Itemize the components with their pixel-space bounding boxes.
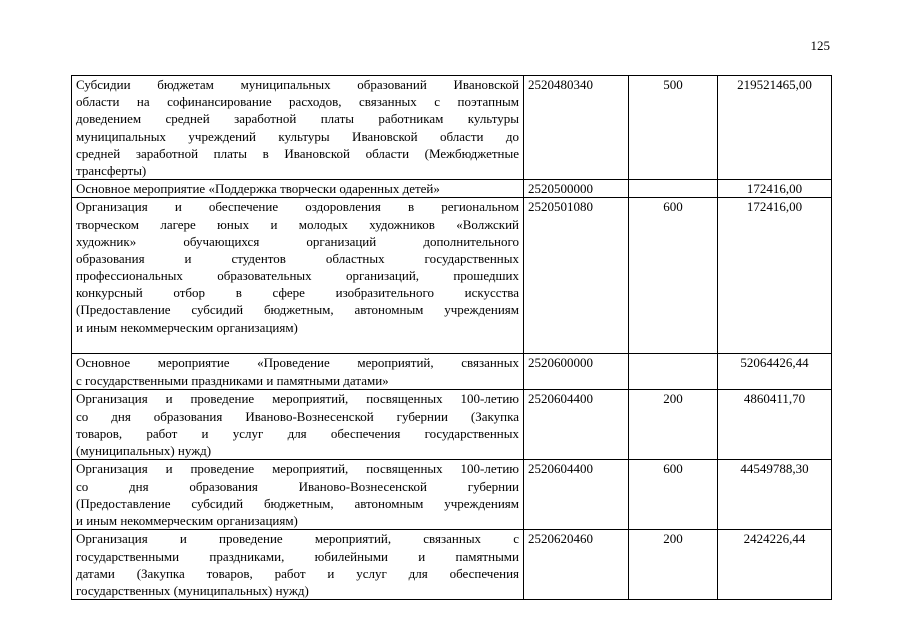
description-line: товаров, работ и услуг для обеспечения государственных <box>76 425 519 441</box>
row-description <box>72 460 524 530</box>
description-line: Организация и обеспечение оздоровления в региональном <box>76 199 519 215</box>
description-line: Организация и проведение мероприятий, посвященных 100-летию <box>76 461 519 477</box>
description-line: (Предоставление субсидий бюджетным, автономным учреждениям <box>76 302 519 318</box>
row-amount: 172416,00 <box>718 198 832 354</box>
description-line: государственных (муниципальных) нужд) <box>76 582 309 598</box>
description-line: творческом лагере юных и молодых художников «Волжский <box>76 216 519 232</box>
description-line: и иным некоммерческим организациям) <box>76 319 298 335</box>
row-code: 2520600000 <box>524 354 629 390</box>
description-line: Основное мероприятие «Поддержка творчески одаренных детей» <box>76 181 440 197</box>
row-amount: 4860411,70 <box>718 390 832 460</box>
description-line: (муниципальных) нужд) <box>76 442 212 458</box>
row-expense-type <box>629 180 718 198</box>
row-amount: 172416,00 <box>718 180 832 198</box>
row-description <box>72 354 524 390</box>
description-line: профессиональных образовательных организаций, прошедших <box>76 268 519 284</box>
row-description <box>72 530 524 600</box>
row-expense-type <box>629 354 718 390</box>
row-code: 2520620460 <box>524 530 629 600</box>
budget-table <box>71 75 832 600</box>
description-line: муниципальных учреждений культуры Ивановской области до <box>76 128 519 144</box>
budget-table-body <box>72 76 832 600</box>
row-description <box>72 180 524 198</box>
table-row <box>72 530 832 600</box>
description-line: с государственными праздниками и памятными датами» <box>76 372 389 388</box>
row-description <box>72 390 524 460</box>
row-description <box>72 76 524 180</box>
table-row <box>72 460 832 530</box>
row-code: 2520604400 <box>524 390 629 460</box>
row-code: 2520500000 <box>524 180 629 198</box>
row-expense-type: 200 <box>629 530 718 600</box>
row-amount: 2424226,44 <box>718 530 832 600</box>
row-expense-type: 600 <box>629 460 718 530</box>
description-line: (Предоставление субсидий бюджетным, автономным учреждениям <box>76 495 519 511</box>
description-line: конкурсный отбор в сфере изобразительного искусства <box>76 285 519 301</box>
description-line: области на софинансирование расходов, связанных с поэтапным <box>76 94 519 110</box>
description-line: государственными праздниками, юбилейными и памятными <box>76 548 519 564</box>
table-row <box>72 76 832 180</box>
row-code: 2520604400 <box>524 460 629 530</box>
row-code: 2520501080 <box>524 198 629 354</box>
description-line: со дня образования Иваново-Вознесенской губернии <box>76 478 519 494</box>
description-line: датами (Закупка товаров, работ и услуг для обеспечения <box>76 565 519 581</box>
row-amount: 219521465,00 <box>718 76 832 180</box>
row-expense-type: 600 <box>629 198 718 354</box>
row-expense-type: 500 <box>629 76 718 180</box>
description-line: художник» обучающихся организаций дополнительного <box>76 233 519 249</box>
row-description <box>72 198 524 354</box>
row-amount: 44549788,30 <box>718 460 832 530</box>
row-expense-type: 200 <box>629 390 718 460</box>
description-line: трансферты) <box>76 162 147 178</box>
description-line: Организация и проведение мероприятий, связанных с <box>76 531 519 547</box>
description-line: образования и студентов областных государственных <box>76 250 519 266</box>
description-line: Организация и проведение мероприятий, посвященных 100-летию <box>76 391 519 407</box>
table-row <box>72 198 832 354</box>
description-line: средней заработной платы в Ивановской области (Межбюджетные <box>76 145 519 161</box>
description-line: Основное мероприятие «Проведение мероприятий, связанных <box>76 355 519 371</box>
table-row <box>72 354 832 390</box>
row-amount: 52064426,44 <box>718 354 832 390</box>
description-line: Субсидии бюджетам муниципальных образований Ивановской <box>76 77 519 92</box>
description-line: со дня образования Иваново-Вознесенской губернии (Закупка <box>76 408 519 424</box>
page-number: 125 <box>810 38 830 53</box>
description-line: доведением средней заработной платы работникам культуры <box>76 111 519 127</box>
table-row <box>72 180 832 198</box>
row-code: 2520480340 <box>524 76 629 180</box>
table-row <box>72 390 832 460</box>
description-line: и иным некоммерческим организациям) <box>76 512 298 528</box>
